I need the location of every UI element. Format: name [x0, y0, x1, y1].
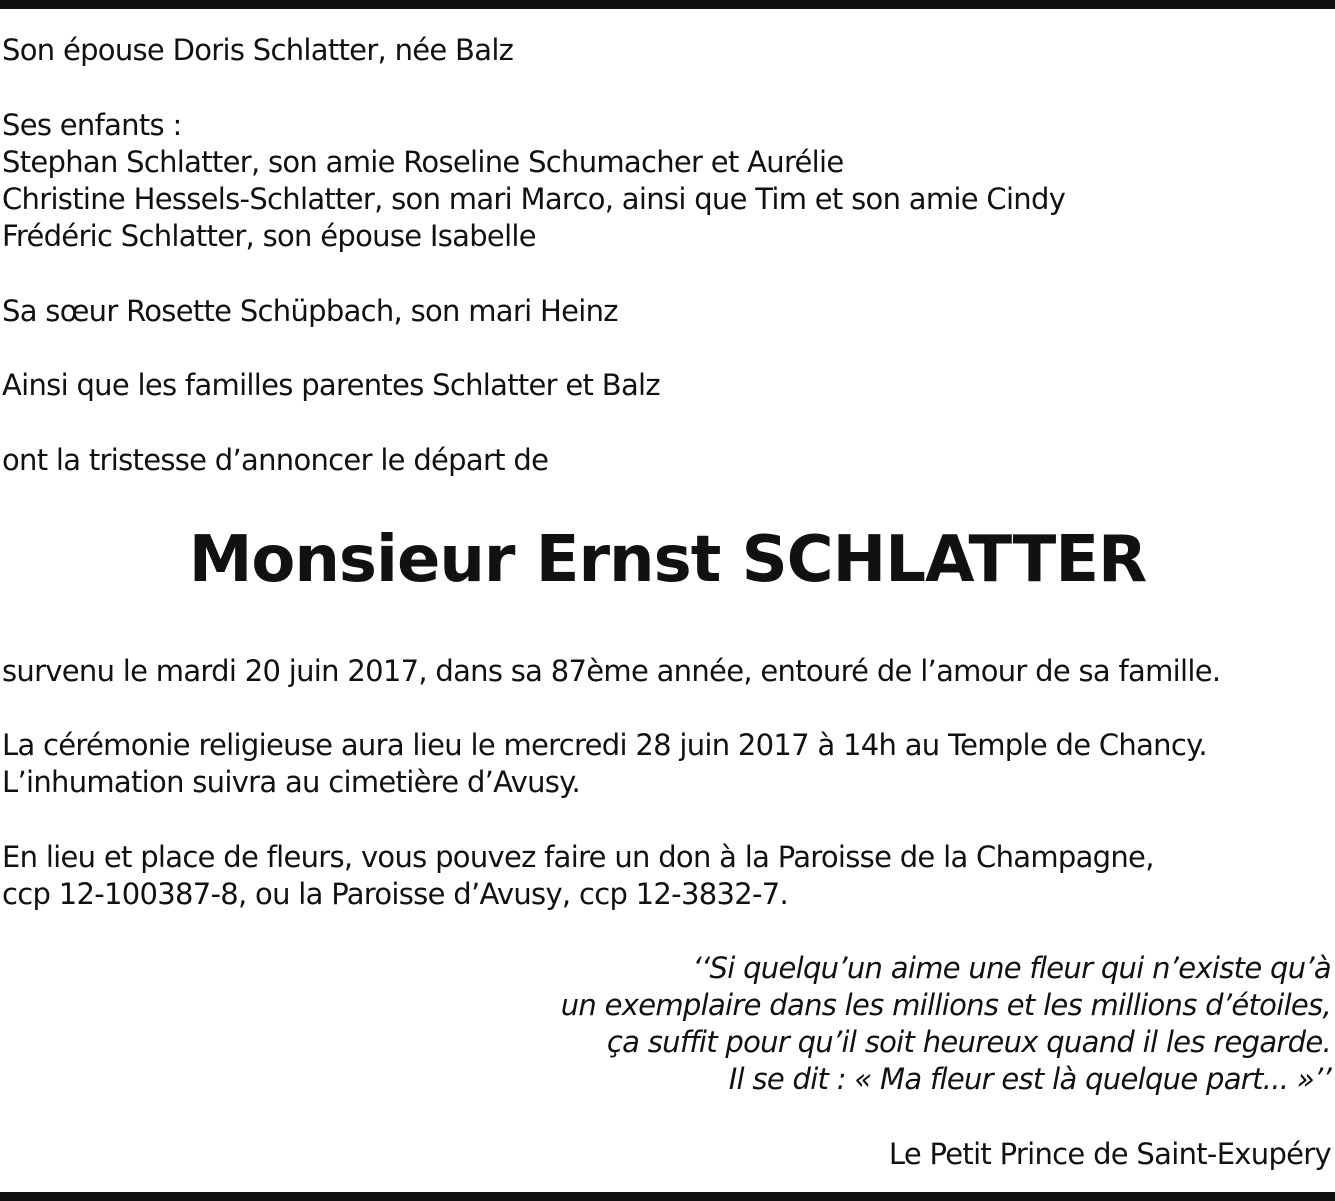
- top-rule: [0, 0, 1335, 9]
- donation-line-1: En lieu et place de fleurs, vous pouvez faire un don à la Paroisse de la Champagne,: [2, 840, 1154, 874]
- child-line-3: Frédéric Schlatter, son épouse Isabelle: [2, 219, 536, 253]
- quote-line-1: ‘‘Si quelqu’un aime une fleur qui n’existe qu’à: [692, 951, 1331, 985]
- quote-line-4: Il se dit : « Ma fleur est là quelque part... »’’: [728, 1062, 1331, 1096]
- spouse-line: Son épouse Doris Schlatter, née Balz: [2, 33, 514, 67]
- death-details-line: survenu le mardi 20 juin 2017, dans sa 87ème année, entouré de l’amour de sa famille.: [2, 654, 1221, 688]
- child-line-1: Stephan Schlatter, son amie Roseline Schumacher et Aurélie: [2, 145, 844, 179]
- children-heading: Ses enfants :: [2, 108, 182, 142]
- ceremony-line: La cérémonie religieuse aura lieu le mercredi 28 juin 2017 à 14h au Temple de Chancy.: [2, 728, 1207, 762]
- bottom-rule: [0, 1192, 1335, 1201]
- quote-line-2: un exemplaire dans les millions et les millions d’étoiles,: [560, 988, 1331, 1022]
- burial-line: L’inhumation suivra au cimetière d’Avusy.: [2, 765, 581, 799]
- relatives-line: Ainsi que les familles parentes Schlatter et Balz: [2, 368, 660, 402]
- quote-line-3: ça suffit pour qu’il soit heureux quand il les regarde.: [606, 1025, 1331, 1059]
- quote-attribution: Le Petit Prince de Saint-Exupéry: [888, 1137, 1331, 1171]
- donation-line-2: ccp 12-100387-8, ou la Paroisse d’Avusy, ccp 12-3832-7.: [2, 877, 788, 911]
- sister-line: Sa sœur Rosette Schüpbach, son mari Heinz: [2, 294, 618, 328]
- announcement-line: ont la tristesse d’annoncer le départ de: [2, 443, 549, 477]
- child-line-2: Christine Hessels-Schlatter, son mari Marco, ainsi que Tim et son amie Cindy: [2, 182, 1066, 216]
- deceased-name: Monsieur Ernst SCHLATTER: [188, 523, 1147, 597]
